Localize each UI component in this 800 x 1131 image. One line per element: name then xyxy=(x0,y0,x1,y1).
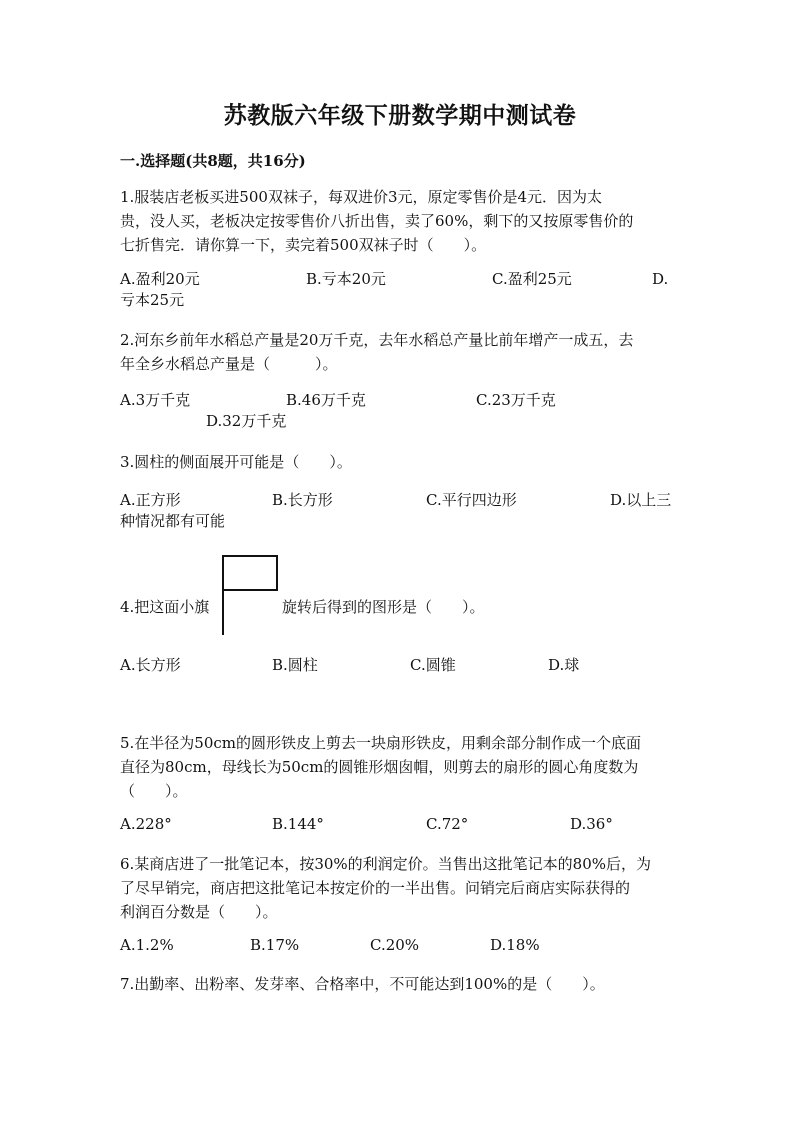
option-a: A.1.2% xyxy=(120,936,174,954)
option-d: D.球 xyxy=(548,656,580,674)
question-text-after-figure: 旋转后得到的图形是（ ）。 xyxy=(282,598,485,616)
option-d: D.36° xyxy=(570,815,613,833)
option-c: C.72° xyxy=(426,815,469,833)
option-c: C.平行四边形 xyxy=(426,491,517,509)
option-a: A.3万千克 xyxy=(120,391,191,409)
question-4-options xyxy=(120,654,680,700)
option-b: B.144° xyxy=(272,815,324,833)
option-a: A.正方形 xyxy=(120,491,181,509)
section-heading: 一.选择题(共8题，共16分) xyxy=(120,152,306,170)
question-1-options xyxy=(120,268,680,314)
option-d: D. xyxy=(652,270,669,288)
option-b: B.圆柱 xyxy=(272,656,318,674)
option-d: D.以上三 xyxy=(610,491,672,509)
option-a: A.盈利20元 xyxy=(120,270,200,288)
question-line: 直径为80cm，母线长为50cm的圆锥形烟囱帽，则剪去的扇形的圆心角度数为 xyxy=(120,758,639,776)
option-c: C.圆锥 xyxy=(410,656,456,674)
question-6-stem xyxy=(120,852,680,924)
option-a: A.长方形 xyxy=(120,656,181,674)
question-line: 七折售完．请你算一下，卖完着500双袜子时（ ）。 xyxy=(120,236,487,254)
option-a: A.228° xyxy=(120,815,172,833)
question-line: 2.河东乡前年水稻总产量是20万千克，去年水稻总产量比前年增产一成五，去 xyxy=(120,331,634,349)
question-3-stem xyxy=(120,450,680,474)
question-2-stem xyxy=(120,328,680,376)
question-line: 6.某商店进了一批笔记本，按30%的利润定价。当售出这批笔记本的80%后，为 xyxy=(120,855,651,873)
question-line: 5.在半径为50cm的圆形铁皮上剪去一块扇形铁皮，用剩余部分制作成一个底面 xyxy=(120,734,642,752)
question-line: 贵，没人买，老板决定按零售价八折出售，卖了60%，剩下的又按原零售价的 xyxy=(120,212,634,230)
question-7-stem xyxy=(120,972,680,996)
option-b: B.46万千克 xyxy=(286,391,366,409)
option-d-continued: 亏本25元 xyxy=(120,291,185,309)
flag-rectangle xyxy=(223,556,277,590)
question-line: 年全乡水稻总产量是（ ）。 xyxy=(120,355,338,373)
option-d: D.32万千克 xyxy=(206,412,287,430)
option-b: B.17% xyxy=(250,936,300,954)
question-line: 1.服装店老板买进500双袜子，每双进价3元，原定零售价是4元．因为太 xyxy=(120,188,603,206)
option-d-continued: 种情况都有可能 xyxy=(120,512,226,530)
question-4-stem xyxy=(120,595,680,619)
option-b: B.长方形 xyxy=(272,491,333,509)
question-line: 7.出勤率、出粉率、发芽率、合格率中，不可能达到100%的是（ ）。 xyxy=(120,975,605,993)
option-b: B.亏本20元 xyxy=(306,270,386,288)
question-3-options xyxy=(120,489,680,535)
option-c: C.23万千克 xyxy=(476,391,556,409)
question-line: 了尽早销完，商店把这批笔记本按定价的一半出售。问销完后商店实际获得的 xyxy=(120,879,631,897)
question-line: 利润百分数是（ ）。 xyxy=(120,903,278,921)
question-1-stem xyxy=(120,185,680,257)
option-c: C.20% xyxy=(370,936,420,954)
question-line: 3.圆柱的侧面展开可能是（ ）。 xyxy=(120,453,352,471)
question-text-before-figure: 4.把这面小旗 xyxy=(120,598,210,616)
option-d: D.18% xyxy=(490,936,540,954)
option-c: C.盈利25元 xyxy=(492,270,572,288)
exam-title: 苏教版六年级下册数学期中测试卷 xyxy=(223,102,577,129)
question-line: （ ）。 xyxy=(120,782,188,800)
question-2-options xyxy=(120,389,680,435)
question-5-stem xyxy=(120,731,680,803)
